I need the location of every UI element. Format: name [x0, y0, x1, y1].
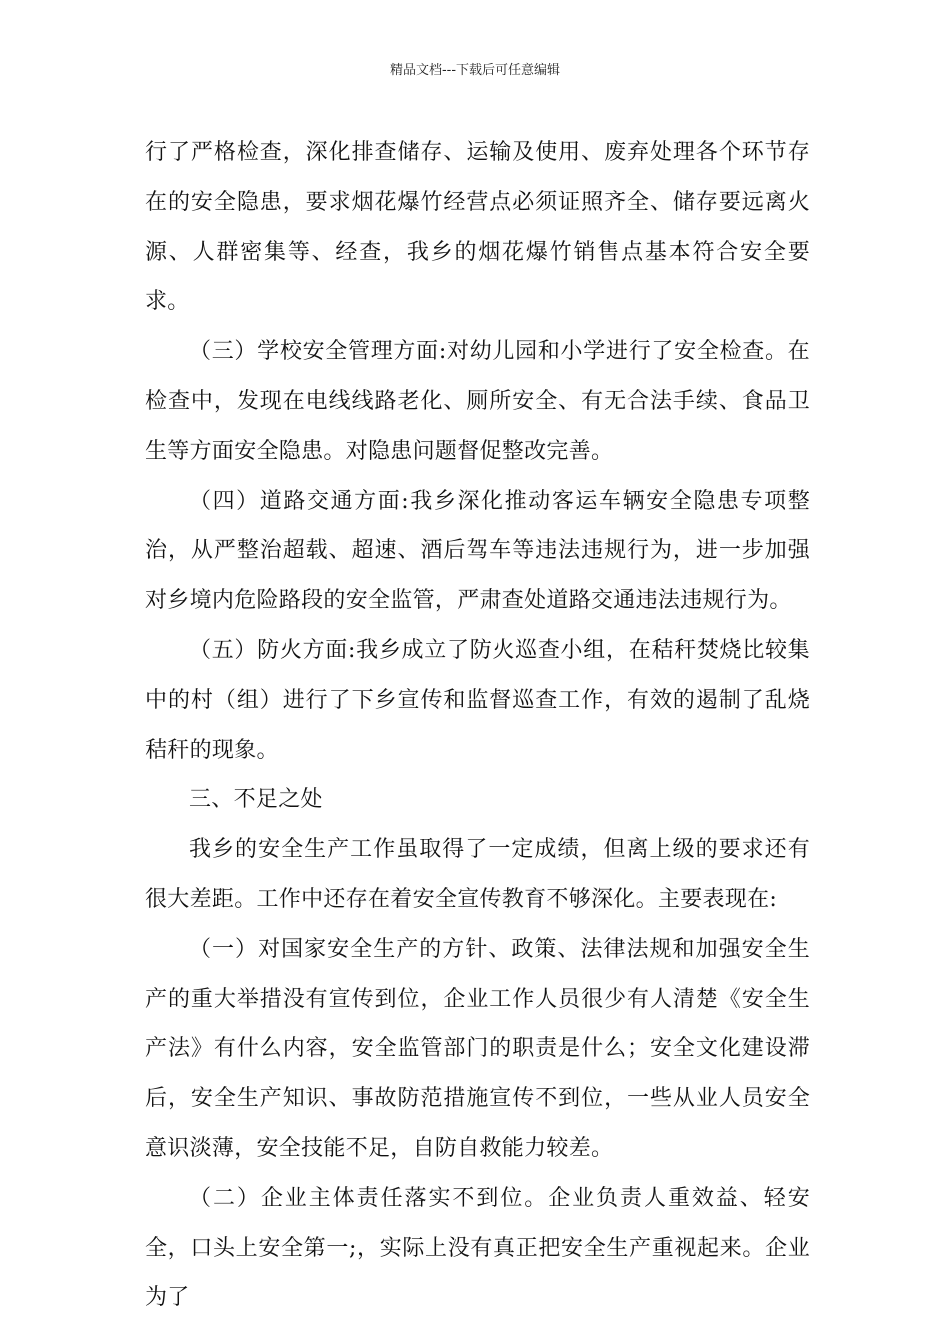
paragraph-shortcomings-intro: 我乡的安全生产工作虽取得了一定成绩，但离上级的要求还有很大差距。工作中还存在着安全宣传教育不够深化。主要表现在:	[145, 837, 810, 912]
page-header: 精品文档---下载后可任意编辑	[389, 63, 561, 78]
paragraph-school-safety: （三）学校安全管理方面:对幼儿园和小学进行了安全检查。在检查中，发现在电线线路老化、厕所安全、有无合法手续、食品卫生等方面安全隐患。对隐患问题督促整改完善。	[145, 339, 810, 464]
paragraph-shortcoming-one: （一）对国家安全生产的方针、政策、法律法规和加强安全生产的重大举措没有宣传到位，企业工作人员很少有人清楚《安全生产法》有什么内容，安全监管部门的职责是什么；安全文化建设滞后，安全生产知识、事故防范措施宣传不到位，一些从业人员安全意识淡薄，安全技能不足，自防自救能力较差。	[145, 936, 810, 1161]
paragraph-shortcoming-two: （二）企业主体责任落实不到位。企业负责人重效益、轻安全，口头上安全第一;，实际上没有真正把安全生产重视起来。企业为了	[145, 1185, 810, 1311]
document-body	[145, 128, 810, 1323]
paragraph-road-traffic: （四）道路交通方面:我乡深化推动客运车辆安全隐患专项整治，从严整治超载、超速、酒后驾车等违法违规行为，进一步加强对乡境内危险路段的安全监管，严肃查处道路交通违法违规行为。	[145, 488, 810, 614]
section-heading-shortcomings: 三、不足之处	[189, 787, 323, 813]
paragraph-fire-prevention: （五）防火方面:我乡成立了防火巡查小组，在秸秆焚烧比较集中的村（组）进行了下乡宣传和监督巡查工作，有效的遏制了乱烧秸秆的现象。	[145, 637, 810, 763]
paragraph-continuation: 行了严格检查，深化排查储存、运输及使用、废弃处理各个环节存在的安全隐患，要求烟花爆竹经营点必须证照齐全、储存要远离火源、人群密集等、经查，我乡的烟花爆竹销售点基本符合安全要求。	[145, 140, 810, 315]
